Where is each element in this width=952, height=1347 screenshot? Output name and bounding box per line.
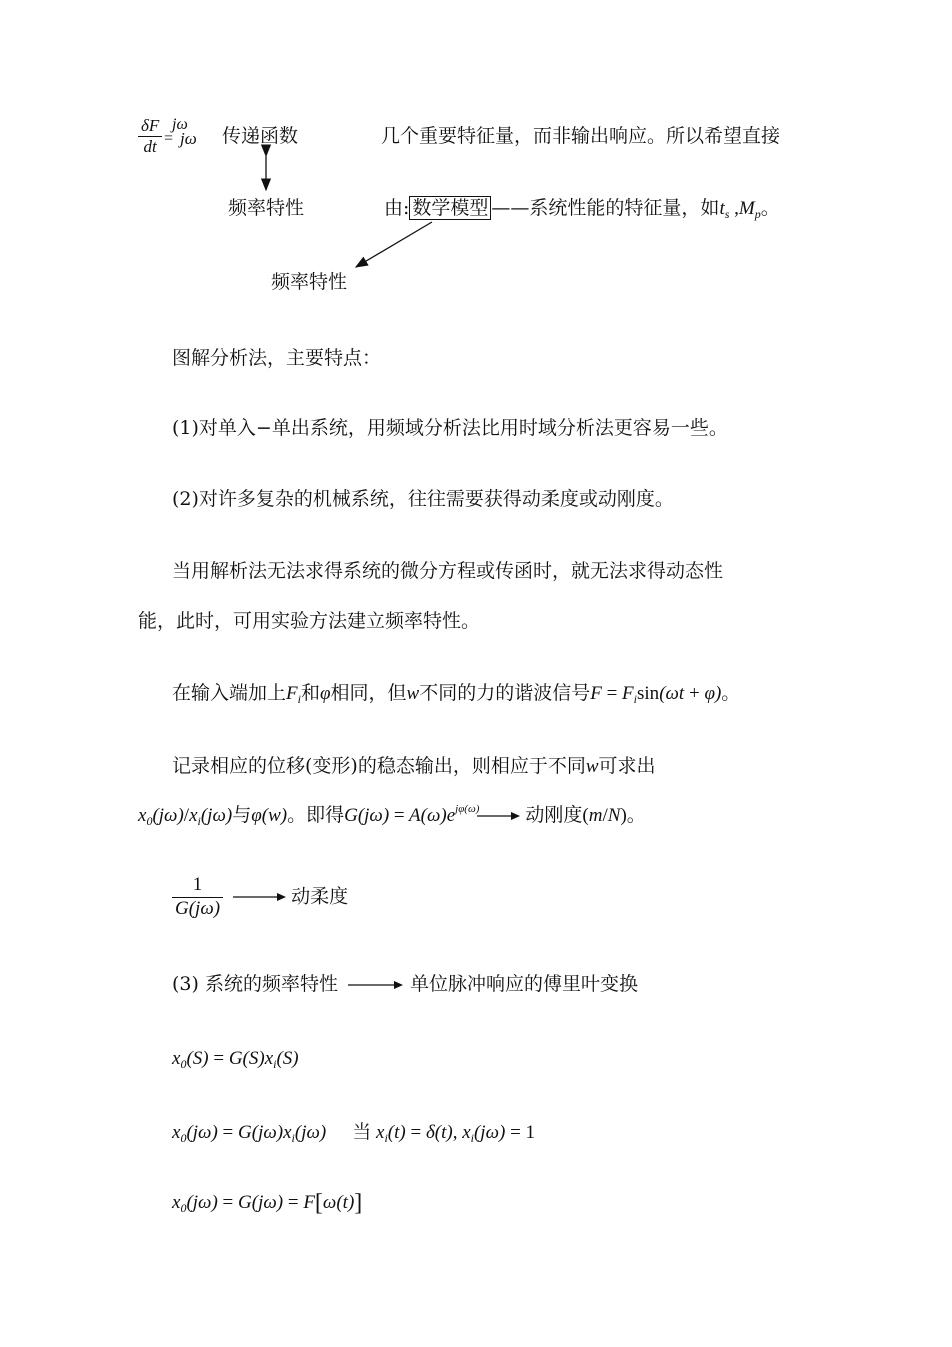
fraction-one: 1 [172, 874, 223, 898]
p5-end: 。 [721, 682, 741, 704]
transfer-function-label: 传递函数 [222, 125, 299, 147]
p5-text-b: 和 [300, 682, 320, 704]
arrow-right-icon [348, 980, 404, 990]
dynamic-stiffness-label: 动刚度 [525, 804, 583, 826]
jw-top: jω [172, 116, 188, 133]
paragraph-point-2: (2)对许多复杂的机械系统，往往需要获得动柔度或动刚度。 [172, 488, 674, 510]
phi-symbol: φ [319, 683, 331, 704]
paragraph-record-line-2 [138, 803, 646, 828]
fraction-g-jw: G(jω) [175, 897, 221, 919]
paragraph-graphical-analysis: 图解分析法，主要特点： [172, 347, 382, 369]
p8-text-b: 单位脉冲响应的傅里叶变换 [409, 973, 638, 995]
frequency-response-formula: $G(j\omega) = A(\omega)e^{j\varphi(\omega)}$ [344, 803, 480, 826]
dynamic-compliance-label: 动柔度 [291, 885, 349, 908]
right-text-line-1: 几个重要特征量，而非输出响应。所以希望直接 [381, 125, 781, 147]
p6b-after: 。即得 [287, 804, 345, 826]
equation-s-domain: $x_0(S) = G(S)x_i(S)$ [172, 1048, 299, 1071]
p8-text-a: (3) 系统的频率特性 [172, 973, 338, 995]
frequency-characteristic-label-1: 频率特性 [228, 197, 305, 219]
w-symbol-2: w [585, 756, 599, 777]
equation-fourier: $x_0(j\omega) = G(j\omega) = F[\omega(t)]$ [172, 1190, 363, 1216]
fraction-denominator: dt [143, 137, 157, 157]
equation-frequency-domain: $x_0(j\omega) = G(j\omega)x_i(j\omega)$ 当 $x_i(t) = \delta(t)$, $x_i(j\omega) = 1$ [172, 1121, 536, 1145]
phase-formula: φ(w) [251, 805, 288, 826]
ts-subscript: s [724, 207, 730, 221]
math-model-box: 数学模型 [409, 196, 491, 220]
p5-text-a: 在输入端加上 [172, 682, 287, 704]
arrow-right-icon [477, 811, 521, 821]
comma: , [729, 198, 739, 219]
p6b-end: 。 [626, 804, 646, 826]
p5-text-c: 相同，但 [330, 682, 407, 704]
mp-subscript: p [754, 207, 761, 221]
p6a-text: 记录相应的位移(变形)的稳态输出，则相应于不同 [172, 755, 586, 777]
paragraph-point-3 [172, 973, 638, 996]
p5-text-d: 不同的力的谐波信号 [419, 682, 591, 704]
you-label: 由: [384, 197, 410, 219]
fi-symbol: $F_i$ [286, 683, 301, 706]
paragraph-record-line-1 [172, 755, 656, 779]
diagonal-arrow [356, 222, 432, 267]
paragraph-compliance [172, 874, 348, 921]
paragraph-point-1: (1)对单入−单出系统，用频域分析法比用时域分析法更容易一些。 [172, 417, 728, 439]
jw-bottom: jω [180, 129, 197, 148]
p6b-mid: 与 [232, 804, 252, 826]
unit-formula: (m/N) [582, 805, 627, 826]
harmonic-formula: $F = F_i\sin(\omega t + \varphi)$ [590, 683, 722, 706]
mp-symbol: M [738, 198, 755, 219]
paragraph-harmonic-input [172, 682, 740, 706]
arrow-right-icon [233, 892, 287, 902]
diagram-arrows [0, 0, 952, 320]
fraction-numerator: δF [138, 116, 162, 137]
line2-rest: ——系统性能的特征量，如 [491, 197, 720, 219]
w-symbol: w [406, 683, 420, 704]
p6a-end: 可求出 [598, 755, 656, 777]
compliance-fraction [172, 874, 223, 921]
equals-sign: = [164, 130, 174, 147]
when-label: 当 [352, 1121, 372, 1143]
ts-symbol: t [719, 198, 725, 219]
frequency-characteristic-label-2: 频率特性 [271, 271, 348, 293]
paragraph-analytic-line-1: 当用解析法无法求得系统的微分方程或传函时，就无法求得动态性 [172, 560, 724, 582]
ratio-formula: $x_0(j\omega)/x_i(j\omega)$ [138, 805, 233, 828]
paragraph-analytic-line-2: 能，此时，可用实验方法建立频率特性。 [138, 610, 481, 632]
line2-period: 。 [760, 197, 780, 219]
